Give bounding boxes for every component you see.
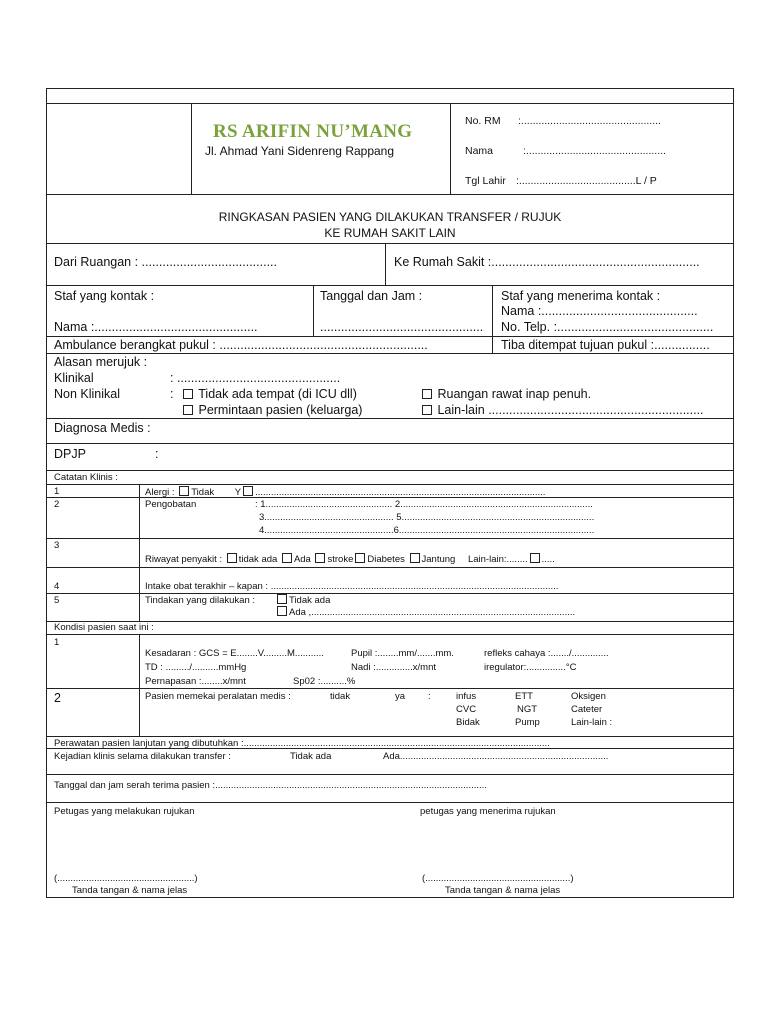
alergi-row (145, 486, 545, 498)
row-number: 4 (54, 581, 60, 592)
tgl-lahir-field[interactable]: :........................................L / P (516, 175, 657, 187)
alergi-tidak: Tidak (191, 487, 215, 498)
checkbox-icon[interactable] (183, 405, 193, 415)
catatan-klinis-label: Catatan Klinis : (54, 472, 118, 483)
row-number: 5 (54, 595, 60, 606)
spo2-field[interactable]: Sp02 :..........% (293, 676, 356, 687)
peralatan-ya[interactable]: ya (395, 691, 406, 702)
option-label: stroke (327, 554, 354, 565)
line (46, 567, 734, 568)
alergi-field[interactable]: .............................................................................................................. (255, 487, 546, 498)
checkbox-icon[interactable] (355, 553, 365, 563)
nadi-field[interactable]: Nadi :..............x/mnt (351, 662, 436, 673)
line (492, 285, 493, 353)
checkbox-icon[interactable] (315, 553, 325, 563)
tgl-lahir-label: Tgl Lahir (465, 175, 506, 187)
kejadian-tidak-ada[interactable]: Tidak ada (290, 751, 332, 762)
line (46, 418, 734, 419)
no-rm-label: No. RM (465, 115, 501, 127)
checkbox-icon[interactable] (422, 405, 432, 415)
serah-terima-field[interactable]: Tanggal dan jam serah terima pasien :....................................................................................................... (54, 780, 487, 791)
line (46, 802, 734, 803)
pengobatan-label: Pengobatan (145, 499, 197, 510)
line (46, 774, 734, 775)
peralatan-oksigen[interactable]: Oksigen (571, 691, 606, 702)
signature-field-left[interactable]: (....................................................) (54, 873, 198, 884)
kesadaran-field[interactable]: Kesadaran : GCS = E........V.........M........... (145, 648, 324, 659)
line (46, 353, 734, 354)
pengobatan-field-3[interactable]: 4.................................................6.......................................................................... (259, 525, 595, 536)
tindakan-tidak-ada[interactable] (275, 594, 330, 606)
option-label: tidak ada (238, 554, 278, 565)
checkbox-icon[interactable] (227, 553, 237, 563)
peralatan-bidak[interactable]: Bidak (456, 717, 480, 728)
peralatan-cateter[interactable]: Cateter (571, 704, 603, 715)
peralatan-tidak[interactable]: tidak (330, 691, 351, 702)
no-rm-field[interactable]: :................................................ (518, 115, 661, 127)
line (46, 538, 734, 539)
non-klinikal-label: Non Klinikal (54, 387, 121, 401)
iregulator-field[interactable]: iregulator:...............°C (484, 662, 577, 673)
peralatan-cvc[interactable]: CVC (456, 704, 477, 715)
staf-penerima-nama[interactable]: Nama :............................................. (501, 304, 698, 318)
option-permintaan-pasien[interactable] (181, 403, 362, 417)
line (450, 103, 451, 194)
option-label: Tidak ada (289, 595, 331, 606)
checkbox-icon[interactable] (410, 553, 420, 563)
alergi-y: Y (234, 487, 242, 498)
dpjp-label: DPJP (54, 447, 86, 461)
option-label: ..... (541, 554, 555, 565)
hospital-name: RS ARIFIN NU’MANG (213, 121, 413, 142)
option-label: Permintaan pasien (keluarga) (198, 403, 363, 417)
refleks-field[interactable]: refleks cahaya :......./.............. (484, 648, 609, 659)
riwayat-lain-field[interactable]: Lain-lain:........ (467, 554, 528, 565)
tanggal-jam-field[interactable]: ............................................... (320, 320, 484, 334)
checkbox-icon[interactable] (422, 389, 432, 399)
line (46, 243, 734, 244)
tanggal-jam-label: Tanggal dan Jam : (320, 289, 423, 303)
kejadian-label: Kejadian klinis selama dilakukan transfer : (54, 751, 231, 762)
peralatan-label: Pasien memekai peralatan medis : (145, 691, 291, 702)
peralatan-infus[interactable]: infus (456, 691, 477, 702)
ttd-right-label: Tanda tangan & nama jelas (445, 885, 561, 896)
checkbox-icon[interactable] (277, 606, 287, 616)
checkbox-icon[interactable] (179, 486, 189, 496)
perawatan-lanjutan-field[interactable]: Perawatan pasien lanjutan yang dibutuhkan :.................................................................................................................... (54, 738, 550, 749)
pengobatan-field-2[interactable]: 3................................................. 5......................................................................... (259, 512, 595, 523)
option-ruangan-penuh[interactable] (420, 387, 591, 401)
checkbox-icon[interactable] (183, 389, 193, 399)
checkbox-icon[interactable] (243, 486, 253, 496)
peralatan-pump[interactable]: Pump (515, 717, 540, 728)
riwayat-label: Riwayat penyakit : (145, 554, 223, 565)
riwayat-row (145, 553, 555, 565)
nama-label: Nama (465, 145, 494, 157)
pernapasan-field[interactable]: Pernapasan :........x/mnt (145, 676, 246, 687)
klinikal-field[interactable]: : ............................................... (170, 371, 341, 385)
alasan-label: Alasan merujuk : (54, 355, 148, 369)
option-label: Diabetes (367, 554, 405, 565)
option-label: Jantung (421, 554, 456, 565)
line (313, 285, 314, 336)
staf-kontak-nama[interactable]: Nama :............................................... (54, 320, 258, 334)
form-title-line2: KE RUMAH SAKIT LAIN (324, 226, 456, 240)
line (385, 243, 386, 285)
diagnosa-medis-label: Diagnosa Medis : (54, 421, 151, 435)
line (46, 593, 734, 594)
line (46, 688, 734, 689)
intake-obat-field[interactable]: Intake obat terakhir – kapan : ............................................................................................................. (145, 581, 559, 592)
option-lain-lain[interactable] (420, 403, 704, 417)
kondisi-label: Kondisi pasien saat ini : (54, 622, 154, 633)
checkbox-icon[interactable] (530, 553, 540, 563)
line (46, 634, 734, 635)
line (46, 103, 734, 104)
option-label: Ruangan rawat inap penuh. (437, 387, 592, 401)
line (46, 194, 734, 195)
td-field[interactable]: TD : ........./..........mmHg (145, 662, 247, 673)
line (46, 443, 734, 444)
line (46, 285, 734, 286)
staf-penerima-telp[interactable]: No. Telp. :............................................. (501, 320, 714, 334)
petugas-penerima-label: petugas yang menerima rujukan (420, 806, 556, 817)
peralatan-lain[interactable]: Lain-lain : (571, 717, 613, 728)
option-label: Tidak ada tempat (di ICU dll) (198, 387, 357, 401)
peralatan-ngt[interactable]: NGT (517, 704, 538, 715)
klinikal-label: Klinikal (54, 371, 94, 385)
line (46, 470, 734, 471)
peralatan-colon: : (428, 691, 431, 702)
line (46, 336, 734, 337)
dpjp-colon: : (155, 447, 159, 461)
form-title-line1: RINGKASAN PASIEN YANG DILAKUKAN TRANSFER / RUJUK (218, 210, 562, 224)
row-number: 2 (54, 499, 60, 510)
petugas-rujukan-label: Petugas yang melakukan rujukan (54, 806, 195, 817)
row-number: 2 (54, 691, 61, 705)
ke-rumah-sakit-field[interactable]: Ke Rumah Sakit :............................................................ (394, 255, 700, 269)
tindakan-ada[interactable] (275, 606, 575, 618)
line (46, 897, 734, 898)
pupil-field[interactable]: Pupil :........mm/.......mm. (351, 648, 454, 659)
row-number: 3 (54, 540, 60, 551)
peralatan-ett[interactable]: ETT (515, 691, 533, 702)
tiba-field[interactable]: Tiba ditempat tujuan pukul :................ (501, 338, 710, 352)
staf-kontak-label: Staf yang kontak : (54, 289, 155, 303)
row-number: 1 (54, 486, 60, 497)
line (139, 484, 140, 621)
dari-ruangan-field[interactable]: Dari Ruangan : ....................................... (54, 255, 277, 269)
option-label: Ada ,.................................................................................................... (289, 607, 576, 618)
staf-penerima-label: Staf yang menerima kontak : (501, 289, 661, 303)
option-tidak-ada-tempat[interactable] (181, 387, 357, 401)
line (46, 484, 734, 485)
option-label: Lain-lain .............................................................. (437, 403, 704, 417)
hospital-address: Jl. Ahmad Yani Sidenreng Rappang (205, 144, 395, 158)
ambulance-field[interactable]: Ambulance berangkat pukul : ............................................................ (54, 338, 428, 352)
line (139, 634, 140, 736)
alergi-label: Alergi : (145, 487, 175, 498)
option-label: Ada (293, 554, 311, 565)
signature-field-right[interactable]: (.......................................................) (422, 873, 574, 884)
line (191, 103, 192, 194)
non-klinikal-colon: : (170, 387, 174, 401)
ttd-left-label: Tanda tangan & nama jelas (72, 885, 188, 896)
checkbox-icon[interactable] (277, 594, 287, 604)
nama-field[interactable]: :................................................ (523, 145, 666, 157)
tindakan-label: Tindakan yang dilakukan : (145, 595, 256, 606)
pengobatan-field-1[interactable]: : 1................................................ 2......................................................................... (255, 499, 593, 510)
row-number: 1 (54, 637, 60, 648)
line (46, 88, 734, 89)
checkbox-icon[interactable] (282, 553, 292, 563)
kejadian-ada-field[interactable]: Ada............................................................................... (383, 751, 609, 762)
line (46, 736, 734, 737)
